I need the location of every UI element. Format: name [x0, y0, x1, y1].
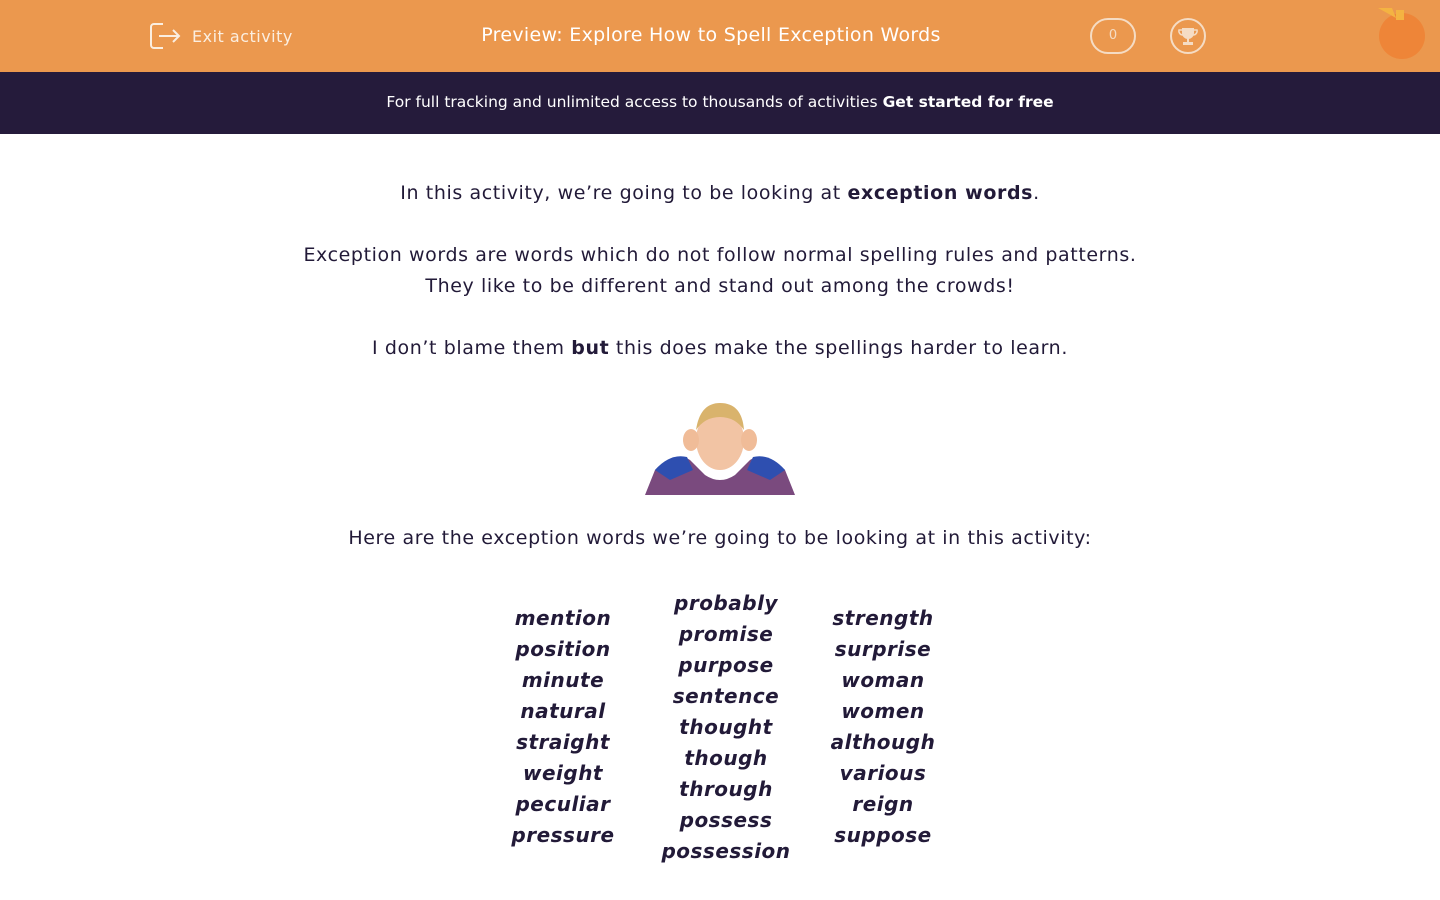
- exception-word: various: [839, 761, 927, 785]
- word-column-3: [783, 603, 983, 851]
- exception-word: sentence: [672, 684, 780, 708]
- exception-word: natural: [520, 699, 606, 723]
- exception-word: mention: [514, 606, 612, 630]
- exception-word: purpose: [678, 653, 774, 677]
- exception-word: minute: [521, 668, 605, 692]
- text: .: [1033, 182, 1040, 204]
- orange-logo-icon: [1376, 6, 1430, 62]
- score-counter: 0: [1090, 18, 1136, 54]
- text: They like to be different and stand out among the crowds!: [425, 275, 1015, 297]
- exception-word: though: [684, 746, 768, 770]
- exception-word: reign: [852, 792, 914, 816]
- boy-image: [645, 395, 795, 495]
- text: this does make the spellings harder to learn.: [609, 337, 1068, 359]
- exception-word: through: [679, 777, 773, 801]
- trophy-button[interactable]: [1170, 18, 1206, 54]
- banner-text: For full tracking and unlimited access to thousands of activities: [386, 93, 883, 111]
- text: In this activity, we’re going to be looking at: [400, 182, 848, 204]
- exception-word: promise: [678, 622, 774, 646]
- text: Exception words are words which do not follow normal spelling rules and patterns.: [303, 244, 1137, 266]
- top-bar: [0, 0, 1440, 72]
- trophy-icon: [1177, 25, 1199, 47]
- exception-word: although: [830, 730, 936, 754]
- exception-word: women: [841, 699, 925, 723]
- intro-text: [0, 178, 1440, 395]
- exception-word: possession: [661, 839, 791, 863]
- exception-word: pressure: [511, 823, 615, 847]
- exception-word: straight: [516, 730, 610, 754]
- exception-word: weight: [522, 761, 603, 785]
- intro-paragraph-1: [0, 178, 1440, 209]
- get-started-link[interactable]: Get started for free: [882, 93, 1054, 111]
- exception-word: position: [515, 637, 611, 661]
- exit-label: Exit activity: [192, 26, 293, 46]
- exception-word: strength: [832, 606, 934, 630]
- word-list-intro: Here are the exception words we’re going to be looking at in this activity:: [348, 527, 1092, 549]
- exception-word: suppose: [834, 823, 932, 847]
- bold-text: but: [571, 337, 610, 359]
- exception-word: woman: [841, 668, 925, 692]
- text: I don’t blame them: [372, 337, 572, 359]
- intro-paragraph-3: [0, 333, 1440, 364]
- intro-paragraph-2: [0, 240, 1440, 302]
- page-title: Preview: Explore How to Spell Exception Words: [481, 24, 941, 46]
- signup-banner: [0, 72, 1440, 134]
- exception-word: probably: [674, 591, 778, 615]
- exception-word: peculiar: [515, 792, 611, 816]
- exception-word: surprise: [834, 637, 932, 661]
- exception-word: thought: [679, 715, 773, 739]
- bold-text: exception words: [847, 182, 1034, 204]
- exception-word: possess: [679, 808, 773, 832]
